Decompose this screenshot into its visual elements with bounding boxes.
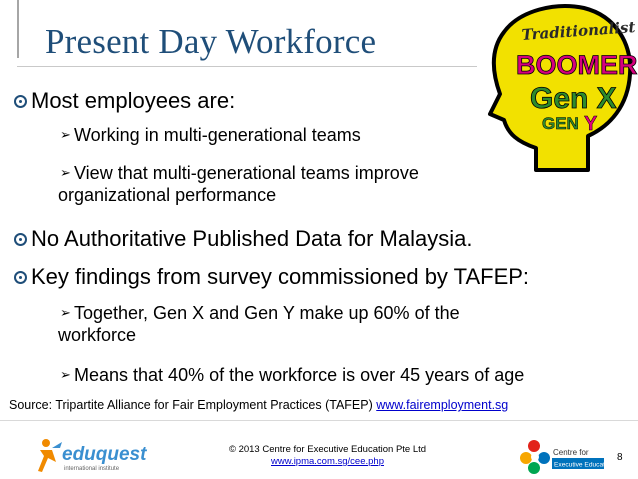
copyright-block xyxy=(215,444,440,468)
bullet-text: No Authoritative Published Data for Malaysia. xyxy=(31,226,473,251)
eduquest-tagline: international institute xyxy=(64,466,120,472)
bullet-key-findings xyxy=(14,264,529,290)
left-rule xyxy=(17,0,19,58)
arrow-bullet-icon: ➢ xyxy=(60,367,71,382)
copyright-link[interactable]: www.ipma.com.sg/cee.php xyxy=(271,456,384,467)
gen-label: GEN xyxy=(542,114,579,133)
boomer-label: BOOMER xyxy=(516,50,638,80)
source-text: Source: Tripartite Alliance for Fair Employment Practices (TAFEP) xyxy=(9,398,377,412)
cee-logo xyxy=(520,438,614,474)
source-link[interactable]: www.fairemployment.sg xyxy=(376,398,509,412)
source-citation xyxy=(9,398,508,412)
sub-bullet-text: View that multi-generational teams improve xyxy=(74,163,419,183)
sub-bullet-text: Means that 40% of the workforce is over 45 years of age xyxy=(74,365,525,385)
circle-bullet-icon xyxy=(14,271,27,284)
geny-label: Y xyxy=(584,113,598,135)
arrow-bullet-icon: ➢ xyxy=(60,127,71,142)
bullet-text: Key findings from survey commissioned by TAFEP: xyxy=(31,264,530,289)
arrow-bullet-icon: ➢ xyxy=(60,305,71,320)
cee-logo-line1: Centre for xyxy=(553,448,589,457)
sub-bullet-view xyxy=(60,162,419,206)
traditionalist-label: Traditionalist xyxy=(521,18,636,44)
sub-bullet-working xyxy=(60,124,361,146)
sub-bullet-text: Working in multi-generational teams xyxy=(74,125,361,145)
eduquest-logo-text: eduquest xyxy=(62,444,147,465)
bullet-most-employees xyxy=(14,88,235,114)
generations-head-graphic xyxy=(478,2,638,174)
page-number: 8 xyxy=(617,452,623,463)
sub-bullet-text-continued: organizational performance xyxy=(58,185,277,205)
arrow-bullet-icon: ➢ xyxy=(60,165,71,180)
bullet-no-data xyxy=(14,226,472,252)
title-underline xyxy=(17,66,477,67)
cee-logo-line2: Executive Education xyxy=(554,461,614,469)
eduquest-logo xyxy=(32,436,162,476)
circle-bullet-icon xyxy=(14,95,27,108)
sub-bullet-text-continued: workforce xyxy=(58,325,137,345)
sub-bullet-text: Together, Gen X and Gen Y make up 60% of the xyxy=(74,303,460,323)
sub-bullet-together xyxy=(60,302,460,346)
genx-label: Gen X xyxy=(530,82,617,115)
circle-bullet-icon xyxy=(14,233,27,246)
slide-title: Present Day Workforce xyxy=(45,22,377,61)
footer-divider xyxy=(0,420,638,421)
bullet-text: Most employees are: xyxy=(31,88,236,113)
sub-bullet-means xyxy=(60,364,524,386)
copyright-text: © 2013 Centre for Executive Education Pte Ltd xyxy=(228,444,427,455)
